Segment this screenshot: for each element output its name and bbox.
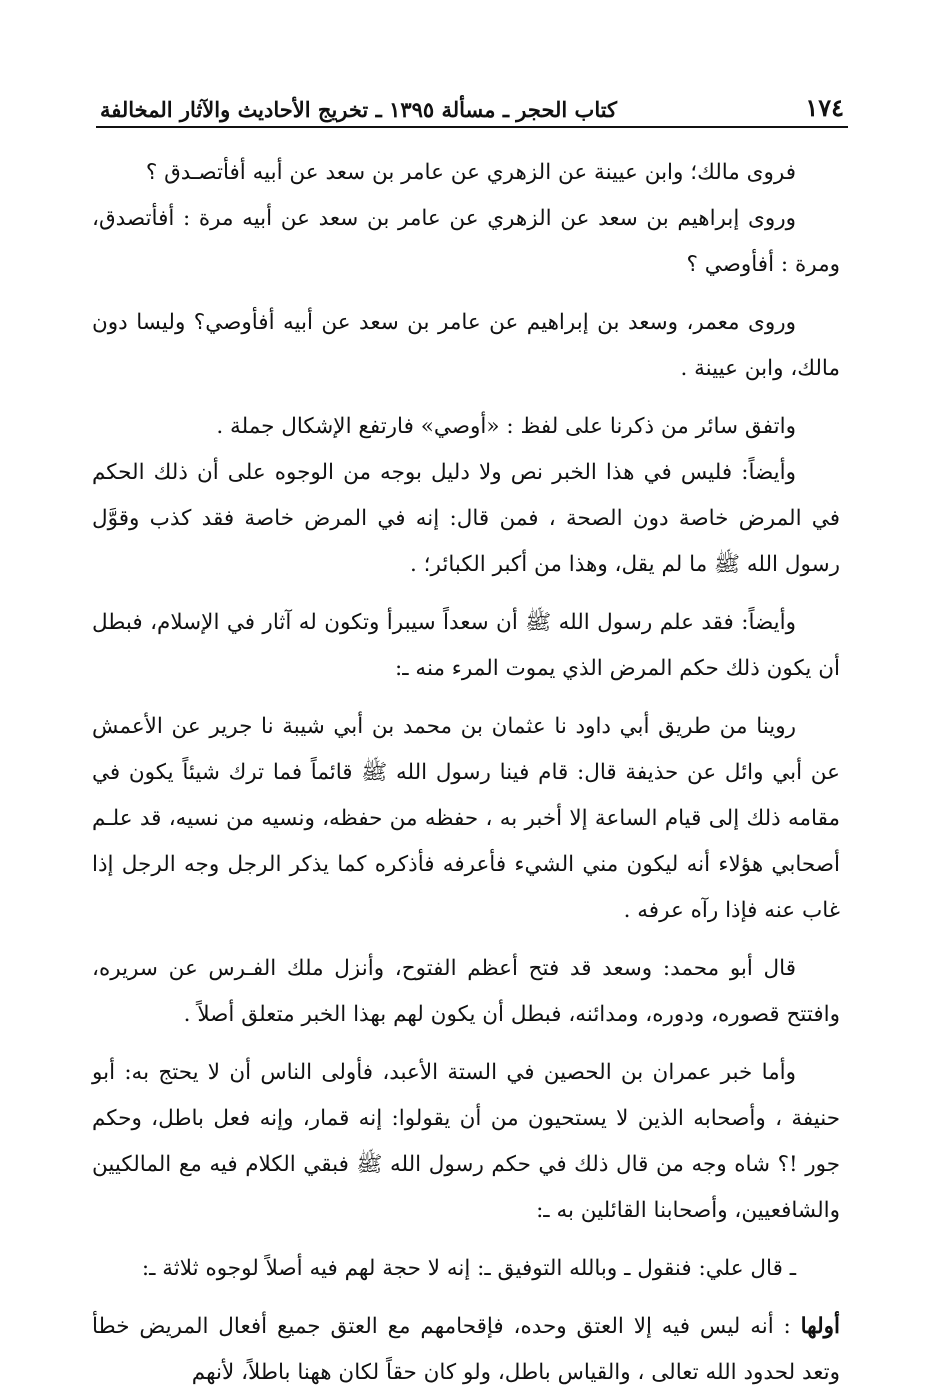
running-title: كتاب الحجر ـ مسألة ١٣٩٥ ـ تخريج الأحاديث والآثار المخالفة <box>100 97 618 122</box>
first-reason-text: : أنه ليس فيه إلا العتق وحده، فإقحامهم مع العتق جميع أفعال المريض خطأ وتعد لحدود الله تعالى ، والقياس باطل، ولو كان حقاً لكان ههنا باطلاً، لأنهم <box>92 1314 840 1385</box>
paragraph-second-objection: وأيضاً: فقد علم رسول الله ﷺ أن سعداً سيبرأ وتكون له آثار في الإسلام، فبطل أن يكون ذلك حكم المرض الذي يموت المرء منه ـ: <box>92 610 840 681</box>
paragraph-hudhayfa-narration: روينا من طريق أبي داود نا عثمان بن محمد بن أبي شيبة نا جرير عن الأعمش عن أبي وائل عن حذيفة قال: قام فينا رسول الله ﷺ قائماً فما ترك شيئاً يكون في مقامه ذلك إلى قيام الساعة إلا أخبر به ، حفظه من حفظه، ونسيه من نسيه، قد علـم أصحابي هؤلاء أنه ليكون مني الشيء فأعرفه فأذكره كما يذكر الرجل وجه الرجل إذا غاب عنه فإذا رآه عرفه . <box>92 714 840 923</box>
page-number: ١٧٤ <box>805 93 844 122</box>
paragraph-agreement: واتفق سائر من ذكرنا على لفظ : «أوصي» فارتفع الإشكال جملة . <box>216 414 796 439</box>
paragraph-first-objection: وأيضاً: فليس في هذا الخبر نص ولا دليل بوجه من الوجوه على أن ذلك الحكم في المرض خاصة دون الصحة ، فمن قال: إنه في المرض خاصة فقد كذب وقوَّل رسول الله ﷺ ما لم يقل، وهذا من أكبر الكبائر؛ . <box>92 460 840 577</box>
paragraph-abu-muhammad: قال أبو محمد: وسعد قد فتح أعظم الفتوح، وأنزل ملك الفـرس عن سريره، وافتتح قصوره، ودوره، ومدائنه، فبطل أن يكون لهم بهذا الخبر متعلق أصلاً . <box>92 956 840 1027</box>
paragraph-imran-report: وأما خبر عمران بن الحصين في الستة الأعبد، فأولى الناس أن لا يحتج به: أبو حنيفة ، وأصحابه الذين لا يستحيون من أن يقولوا: إنه قمار، وإنه فعل باطل، وحكم جور !؟ شاه وجه من قال ذلك في حكم رسول الله ﷺ فبقي الكلام فيه مع المالكيين والشافعيين، وأصحابنا القائلين به ـ: <box>92 1060 840 1223</box>
paragraph-ibrahim: وروى إبراهيم بن سعد عن الزهري عن عامر بن سعد عن أبيه مرة : أفأتصدق، ومرة : أفأوصي ؟ <box>92 206 840 277</box>
header-rule <box>96 126 848 128</box>
first-reason-lead: أولها <box>800 1314 840 1339</box>
body-text <box>92 150 840 1396</box>
paragraph-malik: فروى مالك؛ وابن عيينة عن الزهري عن عامر بن سعد عن أبيه أفأتصـدق ؟ <box>145 160 796 185</box>
paragraph-ali-statement: ـ قال علي: فنقول ـ وبالله التوفيق ـ: إنه لا حجة لهم فيه أصلاً لوجوه ثلاثة ـ: <box>141 1256 796 1281</box>
paragraph-first-reason <box>92 1304 840 1396</box>
paragraph-muammar: وروى معمر، وسعد بن إبراهيم عن عامر بن سعد عن أبيه أفأوصي؟ وليسا دون مالك، وابن عيينة . <box>92 310 840 381</box>
page-header <box>100 82 844 122</box>
